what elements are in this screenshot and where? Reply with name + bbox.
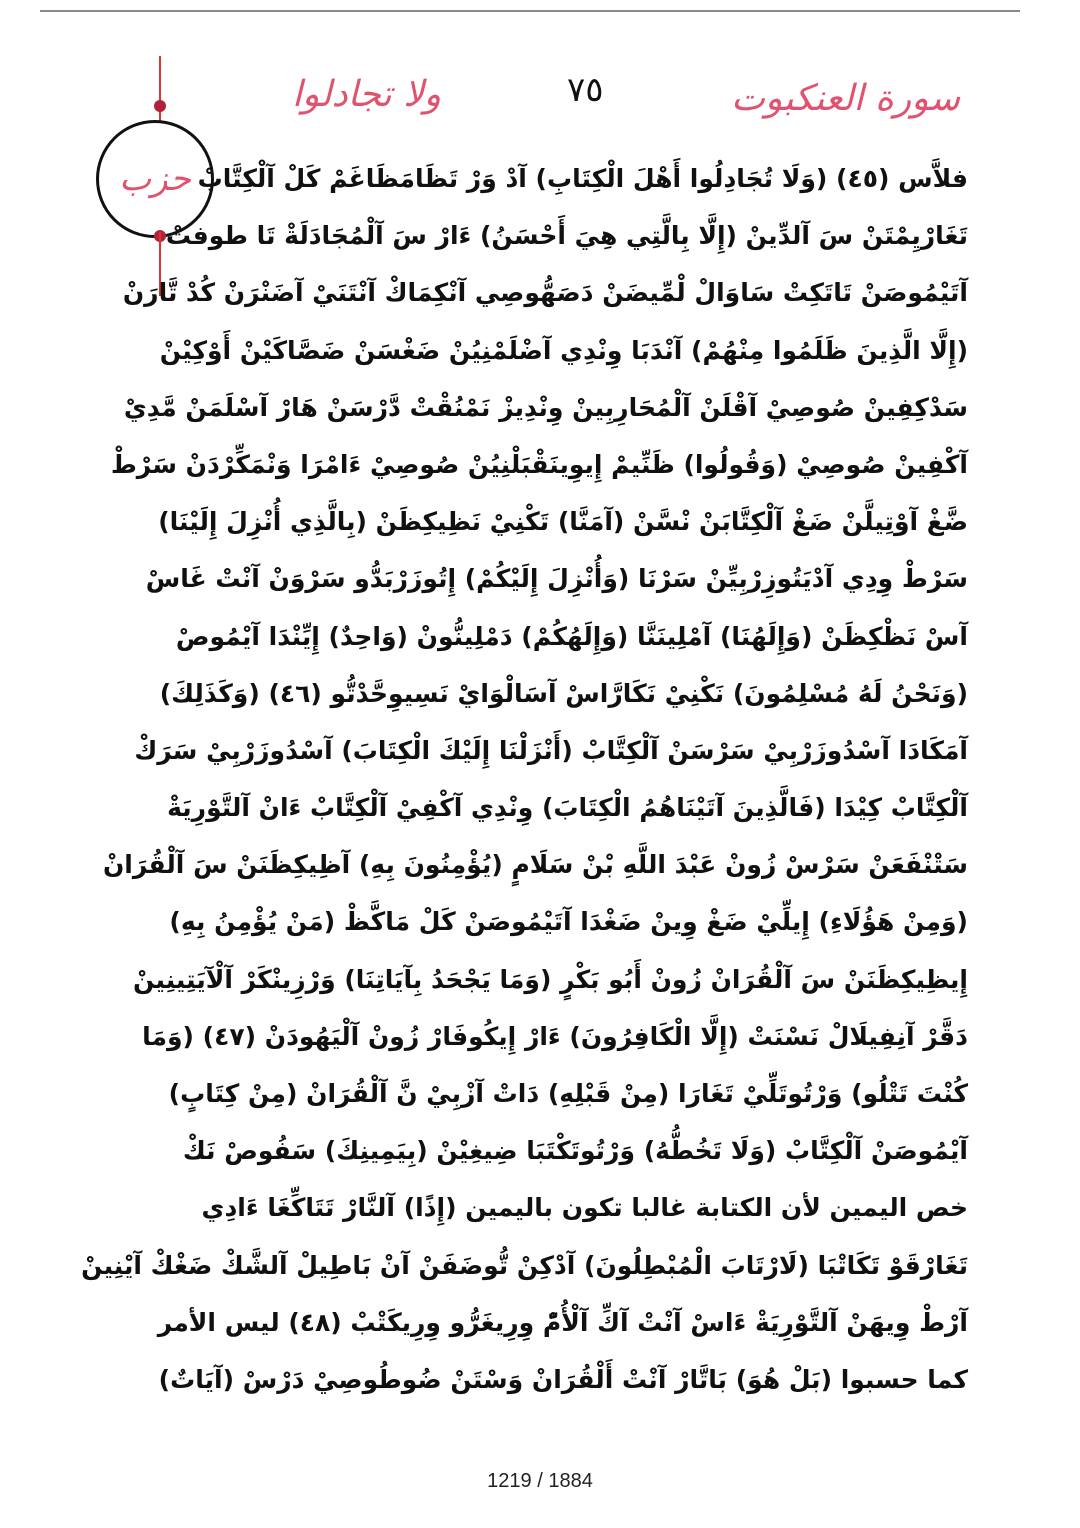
text-line: كما حسبوا (بَلْ هُوَ) بَاتَّارْ آنْتْ أَلْقُرَانْ وَسْتَنْ ضُوطُوصِيْ دَرْسْ (آيَاتٌ) [158, 1364, 968, 1394]
text-line: إِيظِيكِظَنَنْ سَ آلْقُرَانْ زُونْ أَبُو بَكْرٍ (وَمَا يَجْحَدُ بِآيَاتِنَا) وَرْزِينْكَرْ آلْآيَتِينِينْ [133, 964, 968, 994]
text-line: آلْكِتَّابْ كِيْدَا (فَالَّذِينَ آتَيْنَاهُمُ الْكِتَابَ) وِنْدِي آكْفِيْ آلْكِتَّابْ ءَانْ آلتَّوْرِيَةْ [167, 793, 968, 823]
juz-marker: ولا تجادلوا [292, 74, 442, 115]
text-line: ضَّغْ آوْتِيلَّنْ ضَغْ آلْكِتَّابَنْ نْسَّنْ (آمَنَّا) تَكْنِيْ نَظِيكِظَنْ (بِالَّذِي أُنْزِلَ إِلَيْنَا) [158, 507, 968, 537]
text-line: كُنْتَ تَتْلُو) وَرْتُوتَلِّيْ تَغَارَا (مِنْ قَبْلِهِ) دَاتْ آزْبِيْ نَّ آلْقُرَانْ (مِنْ كِتَابٍ) [168, 1079, 968, 1108]
text-line: آرْطْ وِيهَنْ آلتَّوْرِيَةْ ءَاسْ آنْتْ آكِّ آلْأُمّْ وِرِيغَرُّو وِرِيكَتْبْ (٤٨) ليس الأمر [157, 1307, 968, 1337]
text-line: خص اليمين لأن الكتابة غالبا تكون باليمين (إِذًا) آلنَّارْ تَتَاكِّغَا ءَادِي [201, 1193, 968, 1223]
text-line: آيْمُوصَنْ آلْكِتَّابْ (وَلَا تَخُطُّهُ) وَرْتُوتَكْتَبَا ضِيغِيْنْ (بِيَمِينِكَ) سَفُوصْ نَكْ [182, 1136, 968, 1166]
text-line: سَتْنْفَعَنْ سَرْسْ زُونْ عَبْدَ اللَّهِ بْنْ سَلَامٍ (يُؤْمِنُونَ بِهِ) آظِيكِظَنَنْ سَ آلْقُرَانْ [102, 850, 968, 880]
text-line: (إِلَّا الَّذِينَ ظَلَمُوا مِنْهُمْ) آنْدَبَا وِنْدِي آضْلَمْنِيُنْ ضَغْسَنْ ضَصَّاكَيْنْ أَوْكِيْنْ [159, 335, 968, 365]
text-line: آسْ نَظْكِظَنْ (وَإِلَهُنَا) آمْلِينَنَّا (وَإِلَهُكُمْ) دَمْلِينُّونْ (وَاحِدٌ) إِيِّنْدَا آيْمُوصْ [175, 621, 968, 651]
text-line: سَرْطْ وِدِي آدْيَتُوزِرْبِيِّنْ سَرْنَا (وَأُنْزِلَ إِلَيْكُمْ) إِتُوزَرْبَدُّو سَرْوَنْ آنْتْ غَاسْ [145, 564, 968, 594]
text-line: تَغَارْيِمْتَنْ سَ آلدِّينْ (إِلَّا بِالَّتِي هِيَ أَحْسَنُ) ءَارْ سَ آلْمُجَادَلَةْ تَا طوفتْ [165, 221, 968, 251]
margin-ornament-line-top [159, 56, 161, 122]
text-line: آتَيْمُوصَنْ تَاتَكِتْ سَاوَالْ لْمِّيضَنْ دَصَهُّوصِي آنْكِمَاكْ آنْتَنَيْ آضَنْرَنْ كُدْ تَّارَنْ [122, 278, 968, 308]
hizb-label: حزب [119, 159, 191, 199]
text-line: آمَكَادَا آسْدُوزَرْبِيْ سَرْسَنْ آلْكِتَّابْ (أَنْزَلْنَا إِلَيْكَ الْكِتَابَ) آسْدُوزَرْبِيْ سَرَكْ [134, 735, 968, 765]
ornament-knot [154, 100, 166, 112]
text-line: آكْفِينْ صُوصِيْ (وَقُولُوا) ظَنِّيمْ إِيوِينَقْبَلْنِيُنْ صُوصِيْ ءَامْرَا وَنْمَكِّرْدَنْ سَرْطْ [110, 449, 968, 479]
page-counter: 1219 / 1884 [487, 1470, 593, 1492]
text-line: سَدْكِفِينْ صُوصِيْ آقْلَنْ آلْمُحَارِبِينْ وِنْدِيزْ نَمْنُقْتْ دَّرْسَنْ هَارْ آسْلَمَنْ مَّدِيْ [123, 392, 968, 422]
text-line: (وَمِنْ هَؤُلَاءِ) إِيلِّيْ ضَغْ وِينْ ضَغْدَا آتَيْمُوصَنْ كَلْ مَاكَّظْ (مَنْ يُؤْمِنُ بِهِ) [169, 907, 968, 937]
page-number: ٧٥ [567, 70, 604, 110]
text-line: دَقَّرْ آنِفِيلَالْ نَسْنَتْ (إِلَّا الْكَافِرُونَ) ءَارْ إِيكُوفَارْ زُونْ آلْيَهُودَنْ (٤٧) (وَمَا [142, 1021, 968, 1051]
text-line: فلاَّس (٤٥) (وَلَا تُجَادِلُوا أَهْلَ الْكِتَابِ) آدْ وَرْ تَظَامَظَاغَمْ كَلْ آلْكِتَّابْ [197, 164, 968, 193]
text-line: تَغَارْقَوْ تَكَاتْبَا (لَارْتَابَ الْمُبْطِلُونَ) آدْكِنْ تُّوضَفَنْ آنْ بَاطِيلْ آلشَّكْ ضَغْكْ آيْنِينْ [81, 1250, 968, 1280]
surah-title: سورة العنكبوت [731, 78, 960, 119]
top-rule [40, 10, 1020, 12]
text-line: (وَنَحْنُ لَهُ مُسْلِمُونَ) نَكْنِيْ نَكَارَّاسْ آسَالْوَايْ نَسِيوِحَّدْتُّو (٤٦) (وَكَذَلِكَ) [159, 678, 968, 708]
